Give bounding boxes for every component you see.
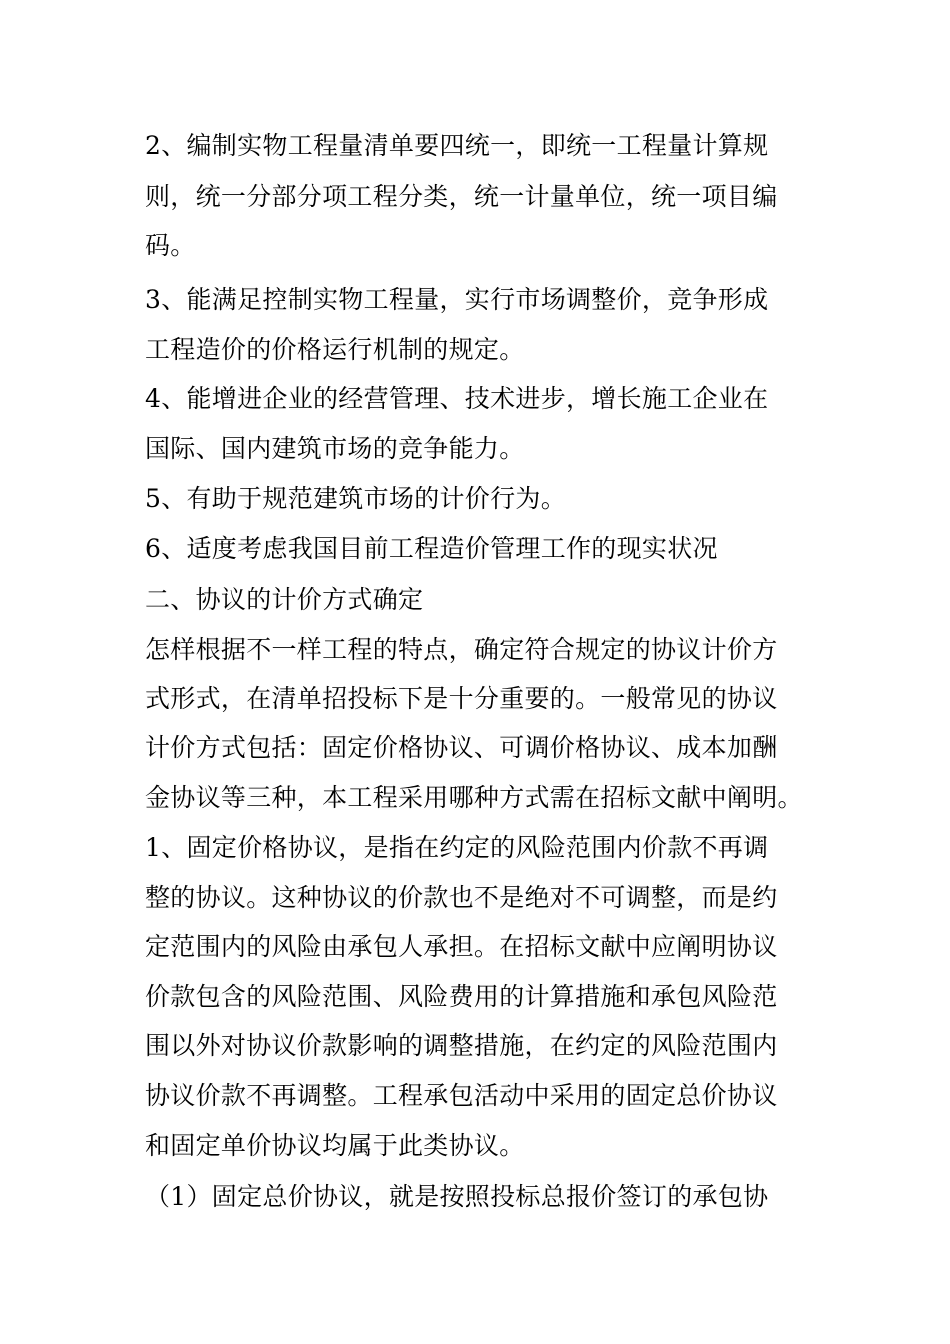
text-line: 工程造价的价格运行机制的规定。 — [145, 335, 525, 364]
text-line: 国际、国内建筑市场的竞争能力。 — [145, 434, 525, 463]
text-line: 4、能增进企业的经营管理、技术进步，增长施工企业在 — [145, 384, 769, 413]
text-line: 则，统一分部分项工程分类，统一计量单位，统一项目编 — [145, 182, 778, 211]
text-line: 计价方式包括：固定价格协议、可调价格协议、成本加酬 — [145, 733, 778, 762]
text-line: 金协议等三种，本工程采用哪种方式需在招标文献中阐明。 — [145, 783, 803, 812]
text-line: 2、编制实物工程量清单要四统一，即统一工程量计算规 — [145, 131, 769, 160]
text-line: 码。 — [145, 231, 196, 260]
text-line: 5、有助于规范建筑市场的计价行为。 — [145, 484, 567, 513]
text-line: 式形式，在清单招投标下是十分重要的。一般常见的协议 — [145, 684, 778, 713]
text-line: （1）固定总价协议，就是按照投标总报价签订的承包协 — [145, 1182, 769, 1211]
text-line: 1、固定价格协议，是指在约定的风险范围内价款不再调 — [145, 833, 769, 862]
text-line: 整的协议。这种协议的价款也不是绝对不可调整，而是约 — [145, 883, 778, 912]
text-line: 协议价款不再调整。工程承包活动中采用的固定总价协议 — [145, 1081, 778, 1110]
text-line: 3、能满足控制实物工程量，实行市场调整价，竞争形成 — [145, 285, 769, 314]
text-line: 怎样根据不一样工程的特点，确定符合规定的协议计价方 — [145, 635, 778, 664]
text-line: 围以外对协议价款影响的调整措施，在约定的风险范围内 — [145, 1031, 778, 1060]
text-line: 价款包含的风险范围、风险费用的计算措施和承包风险范 — [145, 982, 778, 1011]
text-line: 定范围内的风险由承包人承担。在招标文献中应阐明协议 — [145, 932, 778, 961]
text-line: 6、适度考虑我国目前工程造价管理工作的现实状况 — [145, 534, 718, 563]
section-heading: 二、协议的计价方式确定 — [145, 585, 424, 614]
text-line: 和固定单价协议均属于此类协议。 — [145, 1131, 525, 1160]
